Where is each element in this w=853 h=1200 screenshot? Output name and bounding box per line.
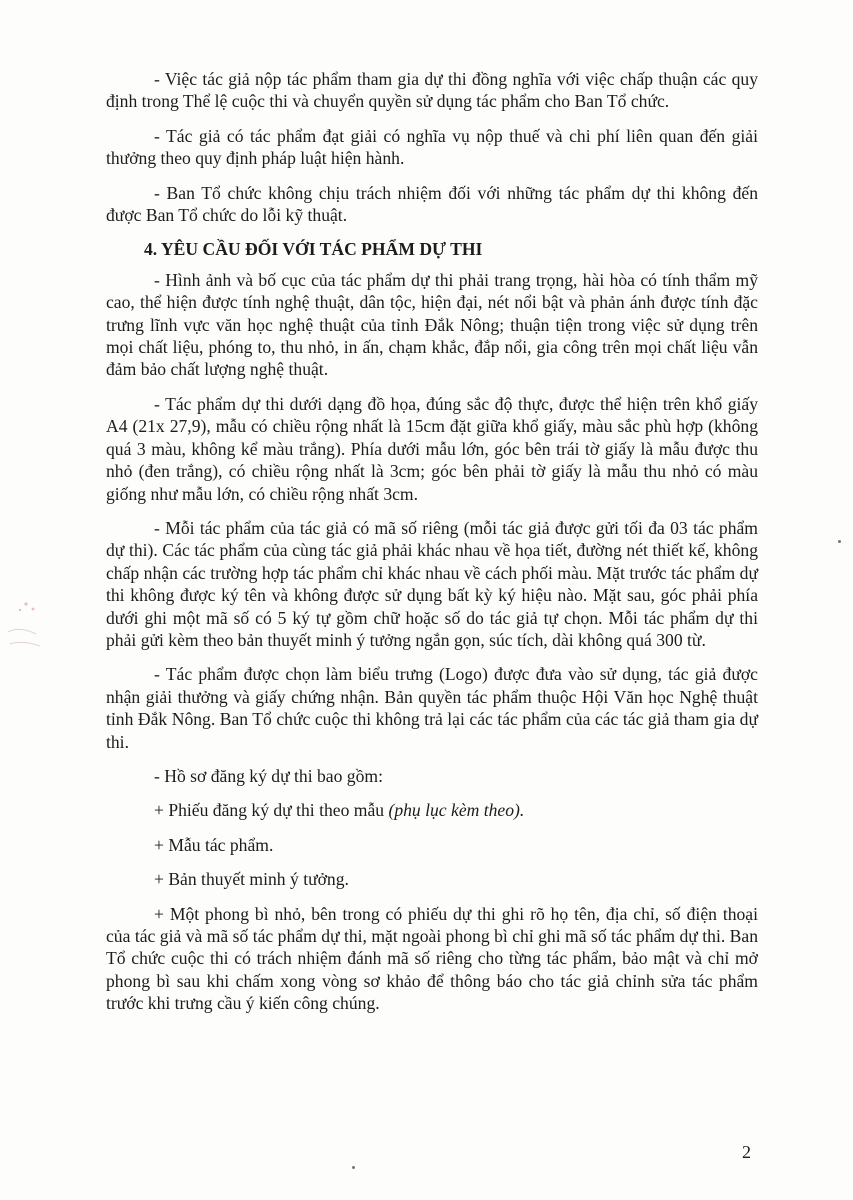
- scan-dot-mark: [838, 540, 841, 543]
- paragraph-entry-code: - Mỗi tác phẩm của tác giả có mã số riêng (mỗi tác giả được gửi tối đa 03 tác phẩm dự thi). Các tác phẩm của cùng tác giả phải khác nhau về họa tiết, đường nét thiết kế, không chấp nhận các trường hợp tác phẩm chỉ khác nhau về cách phối màu. Mặt trước tác phẩm dự thi không được ký tên và không được sử dụng bất kỳ ký hiệu nào. Mặt sau, góc phải phía dưới ghi một mã số có 5 ký tự gồm chữ hoặc số do tác giả tự chọn. Mỗi tác phẩm dự thi phải gửi kèm theo bản thuyết minh ý tưởng ngắn gọn, súc tích, dài không quá 300 từ.: [106, 517, 758, 650]
- paragraph-copyright: - Tác phẩm được chọn làm biểu trưng (Logo) được đưa vào sử dụng, tác giả được nhận giải thưởng và giấy chứng nhận. Bản quyền tác phẩm thuộc Hội Văn học Nghệ thuật tỉnh Đắk Nông. Ban Tổ chức cuộc thi không trả lại các tác phẩm của các tác giả tham gia dự thi.: [106, 664, 758, 752]
- section-heading: 4. YÊU CẦU ĐỐI VỚI TÁC PHẨM DỰ THI: [144, 239, 483, 260]
- dossier-item-explanation: + Bản thuyết minh ý tưởng.: [154, 869, 349, 890]
- paragraph-image-layout: - Hình ảnh và bố cục của tác phẩm dự thi phải trang trọng, hài hòa có tính thẩm mỹ cao, thể hiện được tính nghệ thuật, dân tộc, hiện đại, nét nổi bật và phản ánh được tính đặc trưng lĩnh vực văn học nghệ thuật của tỉnh Đắk Nông; thuận tiện trong việc sử dụng trên mọi chất liệu, phóng to, thu nhỏ, in ấn, chạm khắc, đắp nổi, gia công trên mọi chất liệu vẫn đảm bảo chất lượng nghệ thuật.: [106, 269, 758, 380]
- paragraph-technical-errors: - Ban Tổ chức không chịu trách nhiệm đối với những tác phẩm dự thi không đến được Ban Tổ chức do lỗi kỹ thuật.: [106, 182, 758, 226]
- dossier-item-note: (phụ lục kèm theo).: [388, 800, 525, 821]
- paragraph-tax-obligation: - Tác giả có tác phẩm đạt giải có nghĩa vụ nộp thuế và chi phí liên quan đến giải thưởng theo quy định pháp luật hiện hành.: [106, 125, 758, 169]
- paragraph-graphic-format: - Tác phẩm dự thi dưới dạng đồ họa, đúng sắc độ thực, được thể hiện trên khổ giấy A4 (21x 27,9), mẫu có chiều rộng nhất là 15cm đặt giữa khổ giấy, màu sắc phù hợp (không quá 3 màu, không kể màu trắng). Phía dưới mẫu lớn, góc bên trái tờ giấy là mẫu được thu nhỏ (đen trắng), có chiều rộng nhất là 3cm; góc bên phải tờ giấy là mẫu thu nhỏ có màu giống như mẫu lớn, có chiều rộng nhất 3cm.: [106, 393, 758, 504]
- scan-dot-mark: [352, 1166, 355, 1169]
- page-number: 2: [742, 1142, 751, 1162]
- document-page: [106, 68, 758, 1027]
- stamp-fragment-mark: [6, 596, 44, 656]
- dossier-item-text: + Phiếu đăng ký dự thi theo mẫu: [154, 800, 389, 821]
- dossier-item-envelope: + Một phong bì nhỏ, bên trong có phiếu dự thi ghi rõ họ tên, địa chỉ, số điện thoại của tác giả và mã số tác phẩm dự thi, mặt ngoài phong bì chỉ ghi mã số tác phẩm dự thi. Ban Tổ chức cuộc thi có trách nhiệm đánh mã số riêng cho từng tác phẩm, bảo mật và chỉ mở phong bì sau khi chấm xong vòng sơ khảo để thông báo cho tác giả chỉnh sửa tác phẩm trước khi trưng cầu ý kiến công chúng.: [106, 903, 758, 1014]
- dossier-intro: - Hồ sơ đăng ký dự thi bao gồm:: [154, 765, 383, 786]
- dossier-item-sample: + Mẫu tác phẩm.: [154, 834, 274, 855]
- paragraph-acceptance: - Việc tác giả nộp tác phẩm tham gia dự thi đồng nghĩa với việc chấp thuận các quy định trong Thể lệ cuộc thi và chuyển quyền sử dụng tác phẩm cho Ban Tổ chức.: [106, 69, 758, 112]
- dossier-item-registration-form: [106, 799, 758, 821]
